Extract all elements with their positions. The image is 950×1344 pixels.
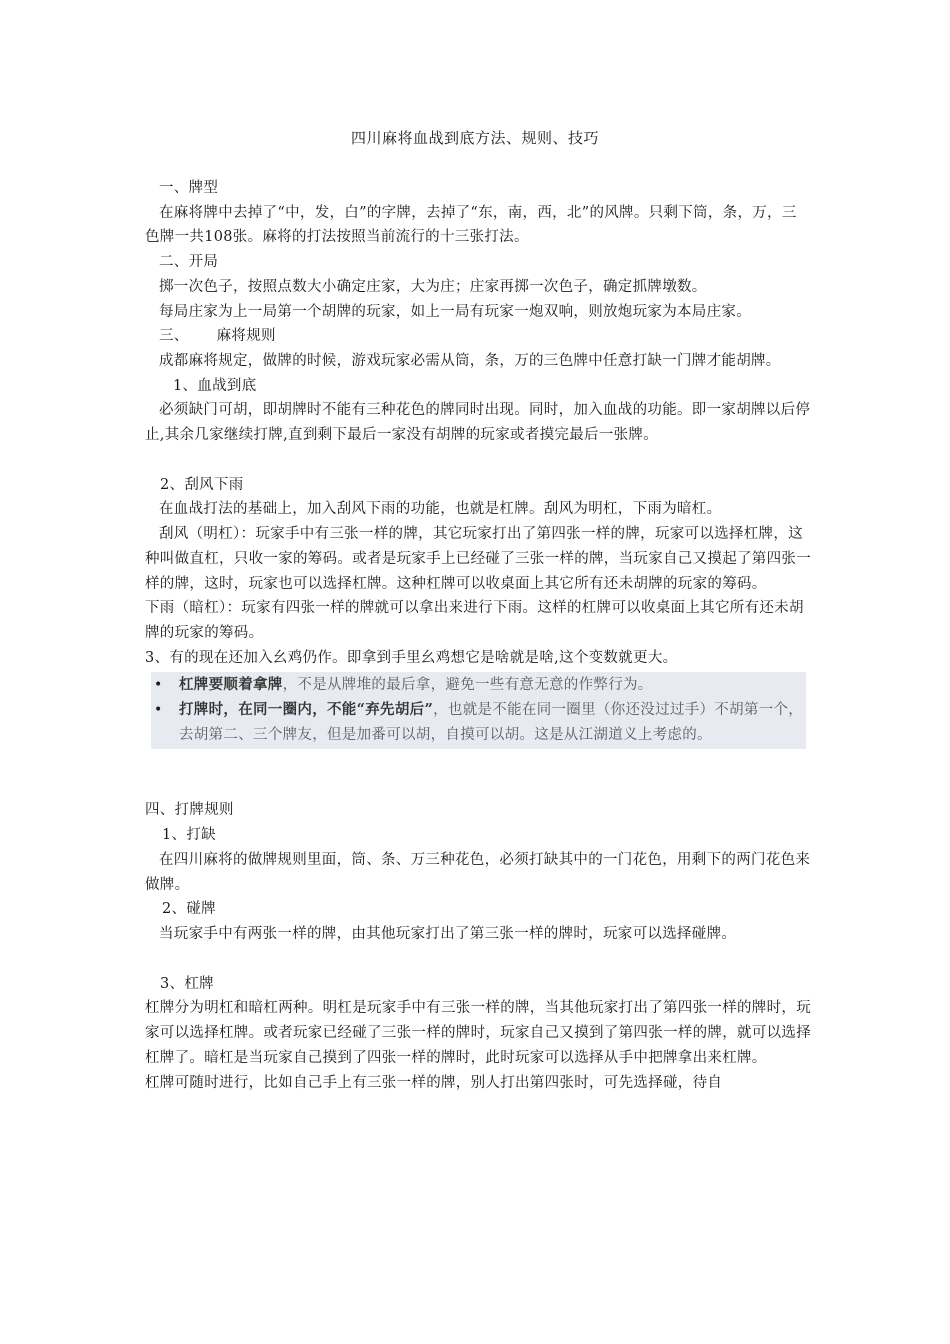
paragraph: 在血战打法的基础上，加入刮风下雨的功能，也就是杠牌。刮风为明杠，下雨为暗杠。 bbox=[159, 501, 722, 518]
bullet-bold: 打牌时，在同一圈内，不能“弃先胡后” bbox=[179, 701, 434, 719]
paragraph: 杠牌分为明杠和暗杠两种。明杠是玩家手中有三张一样的牌，当其他玩家打出了第四张一样的牌时，玩家可以选择杠牌。或者玩家已经碰了三张一样的牌时，玩家自己又摸到了第四张一样的牌，就可以选择杠牌了。暗杠是当玩家自己摸到了四张一样的牌时，此时玩家可以选择从手中把牌拿出来杠牌。 bbox=[145, 1000, 811, 1066]
section-heading bbox=[145, 324, 811, 349]
subsection-heading: 2、刮风下雨 bbox=[160, 476, 244, 493]
section-heading-text: 麻将规则 bbox=[216, 328, 276, 345]
paragraph: 杠牌可随时进行，比如自己手上有三张一样的牌，别人打出第四张时，可先选择碰，待自 bbox=[145, 1074, 723, 1091]
bullet-item bbox=[151, 673, 806, 698]
subsection-heading: 2、碰牌 bbox=[162, 901, 216, 918]
section-heading: 一、牌型 bbox=[159, 180, 219, 196]
bullet-text: ，也就是不能在同一圈里（你还没过过手）不胡第一个，去胡第二、三个牌友，但是加番可以胡，自摸可以胡。这是从江湖道义上考虑的。 bbox=[179, 702, 804, 743]
subsection-heading: 1、打缺 bbox=[162, 827, 216, 844]
bullet-bold: 杠牌要顺着拿牌 bbox=[179, 676, 283, 694]
paragraph: 必须缺门可胡，即胡牌时不能有三种花色的牌同时出现。同时，加入血战的功能。即一家胡牌以后停止,其余几家继续打牌,直到剩下最后一家没有胡牌的玩家或者摸完最后一张牌。 bbox=[145, 402, 811, 444]
paragraph: 每局庄家为上一局第一个胡牌的玩家，如上一局有玩家一炮双响，则放炮玩家为本局庄家。 bbox=[159, 303, 751, 320]
paragraph: 当玩家手中有两张一样的牌，由其他玩家打出了第三张一样的牌时，玩家可以选择碰牌。 bbox=[159, 925, 737, 942]
subsection-heading: 1、血战到底 bbox=[173, 377, 257, 394]
bullet-item bbox=[151, 698, 806, 747]
paragraph: 掷一次色子，按照点数大小确定庄家，大为庄；庄家再掷一次色子，确定抓牌墩数。 bbox=[159, 278, 707, 295]
section-heading-number: 三、 bbox=[159, 328, 189, 345]
paragraph: 在麻将牌中去掉了“中，发，白”的字牌，去掉了“东，南，西，北”的风牌。只剩下筒，条，万，三色牌一共108张。麻将的打法按照当前流行的十三张打法。 bbox=[145, 204, 797, 246]
paragraph: 刮风（明杠）：玩家手中有三张一样的牌，其它玩家打出了第四张一样的牌，玩家可以选择杠牌，这种叫做直杠，只收一家的筹码。或者是玩家手上已经碰了三张一样的牌，当玩家自己又摸起了第四张一样的牌，这时，玩家也可以选择杠牌。这种杠牌可以收桌面上其它所有还未胡牌的玩家的筹码。 bbox=[145, 526, 811, 592]
highlighted-bullet-box bbox=[151, 672, 806, 749]
paragraph: 3、有的现在还加入幺鸡仍作。即拿到手里幺鸡想它是啥就是啥,这个变数就更大。 bbox=[145, 649, 678, 666]
paragraph: 下雨（暗杠）：玩家有四张一样的牌就可以拿出来进行下雨。这样的杠牌可以收桌面上其它所有还未胡牌的玩家的筹码。 bbox=[145, 600, 804, 641]
document-body bbox=[145, 176, 811, 1095]
subsection-heading: 3、杠牌 bbox=[160, 975, 214, 992]
section-heading: 二、开局 bbox=[159, 254, 219, 271]
section-heading: 四、打牌规则 bbox=[145, 802, 234, 819]
bullet-text: ，不是从牌堆的最后拿，避免一些有意无意的作弊行为。 bbox=[282, 677, 653, 694]
paragraph: 在四川麻将的做牌规则里面，筒、条、万三种花色，必须打缺其中的一门花色，用剩下的两门花色来做牌。 bbox=[145, 851, 811, 893]
bullet-list bbox=[151, 673, 806, 747]
paragraph: 成都麻将规定，做牌的时候，游戏玩家必需从筒，条，万的三色牌中任意打缺一门牌才能胡牌。 bbox=[159, 352, 781, 369]
document-title: 四川麻将血战到底方法、规则、技巧 bbox=[350, 129, 599, 147]
